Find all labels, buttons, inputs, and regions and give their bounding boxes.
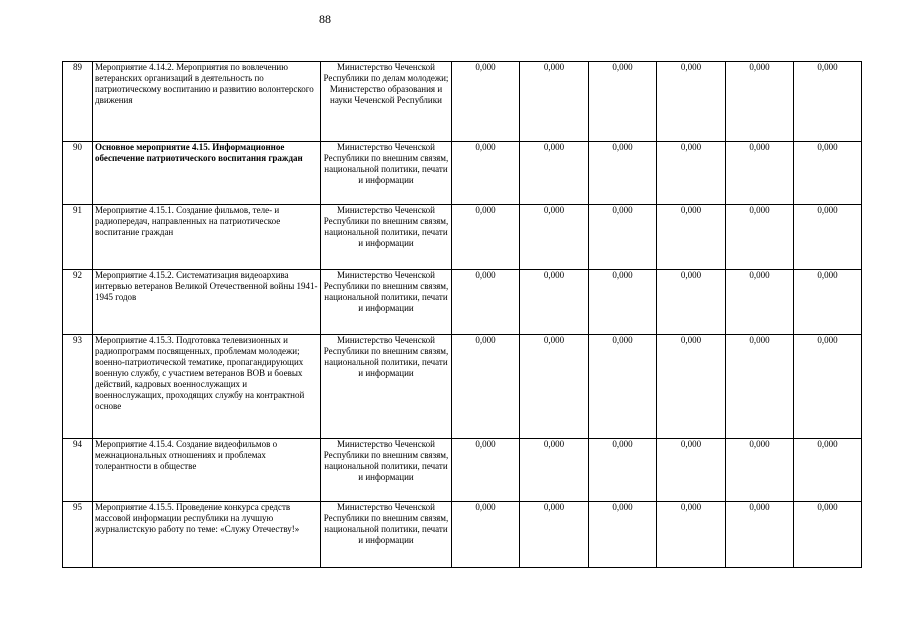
funding-value: 0,000 [520,502,589,568]
funding-value: 0,000 [452,270,520,335]
executor: Министерство Чеченской Республики по внешним связям, национальной политики, печати и информации [321,502,452,568]
funding-value: 0,000 [452,502,520,568]
funding-value: 0,000 [657,335,726,439]
table-row [63,205,862,270]
funding-value: 0,000 [520,62,589,142]
table-row [63,335,862,439]
funding-value: 0,000 [794,502,862,568]
funding-value: 0,000 [794,205,862,270]
funding-value: 0,000 [726,142,794,205]
funding-value: 0,000 [452,439,520,502]
funding-value: 0,000 [452,205,520,270]
table-row [63,502,862,568]
funding-value: 0,000 [520,439,589,502]
row-number: 95 [63,502,93,568]
row-number: 89 [63,62,93,142]
funding-value: 0,000 [452,62,520,142]
funding-value: 0,000 [726,502,794,568]
funding-value: 0,000 [589,439,657,502]
funding-value: 0,000 [794,270,862,335]
funding-value: 0,000 [726,270,794,335]
row-number: 90 [63,142,93,205]
funding-value: 0,000 [794,335,862,439]
funding-value: 0,000 [520,205,589,270]
activity-name: Мероприятие 4.15.5. Проведение конкурса средств массовой информации республики на лучшую журналистскую работу по теме: «Служу Отечеству!» [93,502,321,568]
activity-name: Мероприятие 4.14.2. Мероприятия по вовлечению ветеранских организаций в деятельность по патриотическому воспитанию и развитию волонтерского движения [93,62,321,142]
funding-value: 0,000 [726,205,794,270]
funding-value: 0,000 [657,439,726,502]
funding-value: 0,000 [589,62,657,142]
funding-value: 0,000 [794,142,862,205]
funding-value: 0,000 [657,270,726,335]
row-number: 91 [63,205,93,270]
row-number: 93 [63,335,93,439]
row-number: 94 [63,439,93,502]
activity-name: Мероприятие 4.15.1. Создание фильмов, теле- и радиопередач, направленных на патриотическое воспитание граждан [93,205,321,270]
funding-value: 0,000 [726,439,794,502]
funding-value: 0,000 [726,335,794,439]
funding-value: 0,000 [657,142,726,205]
table-row [63,439,862,502]
funding-value: 0,000 [452,335,520,439]
funding-value: 0,000 [520,270,589,335]
funding-value: 0,000 [794,439,862,502]
funding-value: 0,000 [657,502,726,568]
funding-value: 0,000 [589,205,657,270]
executor: Министерство Чеченской Республики по внешним связям, национальной политики, печати и информации [321,142,452,205]
executor: Министерство Чеченской Республики по внешним связям, национальной политики, печати и информации [321,439,452,502]
funding-value: 0,000 [726,62,794,142]
funding-value: 0,000 [794,62,862,142]
executor: Министерство Чеченской Республики по внешним связям, национальной политики, печати и информации [321,335,452,439]
activity-name: Мероприятие 4.15.4. Создание видеофильмов о межнациональных отношениях и проблемах толерантности в обществе [93,439,321,502]
table-row [63,142,862,205]
table-body [63,62,862,568]
funding-value: 0,000 [589,142,657,205]
activity-name: Мероприятие 4.15.3. Подготовка телевизионных и радиопрограмм посвященных, проблемам молодежи; военно-патриотической тематике, пропагандирующих военную службу, с участием ветеранов ВОВ и боевых действий, кадровых военнослужащих и военнослужащих, проходящих службу на контрактной основе [93,335,321,439]
funding-value: 0,000 [589,270,657,335]
activity-name: Основное мероприятие 4.15. Информационное обеспечение патриотического воспитания граждан [93,142,321,205]
table-row [63,62,862,142]
funding-value: 0,000 [452,142,520,205]
table-row [63,270,862,335]
page-number: 88 [319,12,331,26]
activity-name: Мероприятие 4.15.2. Систематизация видеоархива интервью ветеранов Великой Отечественной войны 1941-1945 годов [93,270,321,335]
executor: Министерство Чеченской Республики по делам молодежи; Министерство образования и науки Чеченской Республики [321,62,452,142]
executor: Министерство Чеченской Республики по внешним связям, национальной политики, печати и информации [321,205,452,270]
funding-value: 0,000 [657,62,726,142]
funding-value: 0,000 [520,335,589,439]
funding-value: 0,000 [589,335,657,439]
row-number: 92 [63,270,93,335]
funding-value: 0,000 [657,205,726,270]
program-table [62,61,862,568]
executor: Министерство Чеченской Республики по внешним связям, национальной политики, печати и информации [321,270,452,335]
funding-value: 0,000 [589,502,657,568]
funding-value: 0,000 [520,142,589,205]
